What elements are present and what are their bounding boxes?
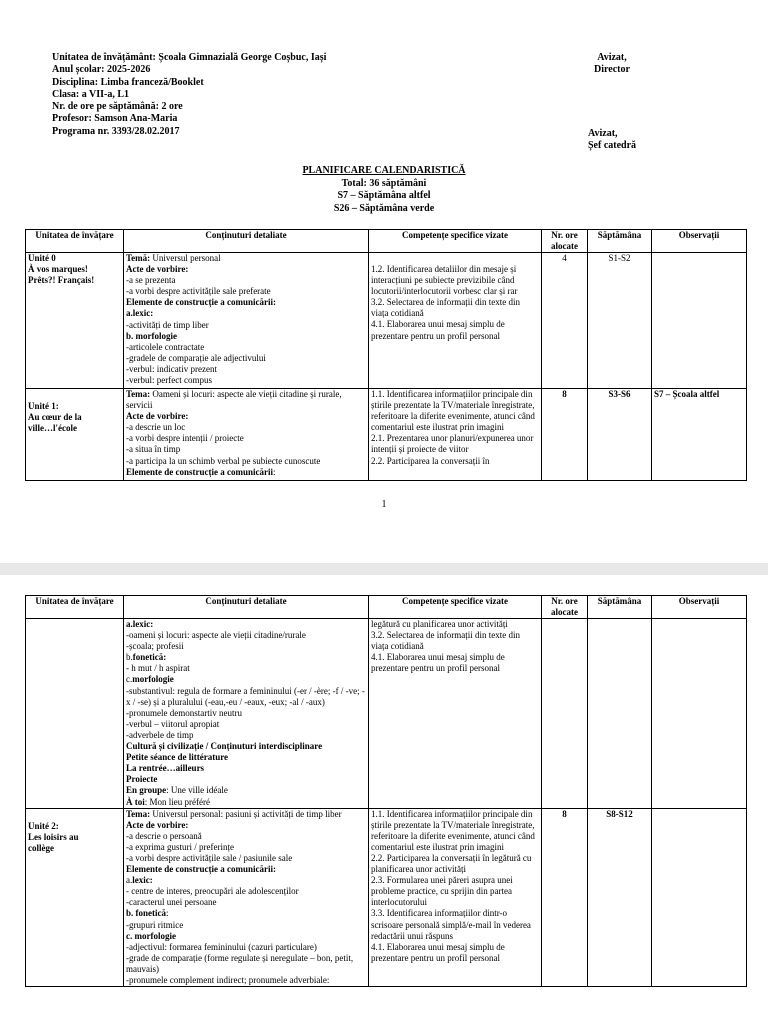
unit-cell: Unité 2: Les loisirs au collège xyxy=(26,808,124,987)
hours-cell xyxy=(542,619,588,809)
title-subline: S7 – Săptămâna altfel xyxy=(337,190,431,201)
competences-cell: 1.1. Identificarea informațiilor principale din știrile prezentate la TV/materiale înregistrate, referitoare la diferite evenimente, atunci când comentariul este ilustrat prin imagini 2.1. Prezentarea unor planuri/expunerea unor intenții și proiecte de viitor 2.2. Participarea la conversații în xyxy=(369,389,542,481)
header-line: Nr. de ore pe săptămână: 2 ore xyxy=(52,101,183,113)
col-header-competences: Competențe specifice vizate xyxy=(369,596,542,619)
table-row xyxy=(26,389,747,481)
planning-table-page-2 xyxy=(25,595,747,987)
week-cell: S1-S2 xyxy=(588,253,652,389)
col-header-unit: Unitatea de învățare xyxy=(26,596,124,619)
col-header-observations: Observații xyxy=(652,230,747,253)
observations-cell xyxy=(652,619,747,809)
content-cell: Tema: Universul personal: pasiuni și activități de timp liber Acte de vorbire: -a descrie o persoană -a exprima gusturi / preferințe -a vorbi despre activitățile sale / pasiunile sale Elemente de construcție a comunicării: a.lexic: - centre de interes, preocupări ale adolescenților -caracterul unei persoane b. fonetică: -grupuri ritmice c. morfologie -adjectivul: formarea femininului (cazuri particulare) -grade de comparație (forme regulate și neregulate – bon, petit, mauvais) -pronumele complement indirect; pronumele adverbiale: xyxy=(124,808,369,987)
col-header-week: Săptămâna xyxy=(588,596,652,619)
unit-cell: Unité 1: Au cœur de la ville…l'école xyxy=(26,389,124,481)
title-subline: S26 – Săptămâna verde xyxy=(333,202,435,214)
page-2 xyxy=(0,575,768,1024)
content-cell: Temă: Universul personal Acte de vorbire: -a se prezenta -a vorbi despre activitățile sale preferate Elemente de construcție a comunicării: a.lexic: -activități de timp liber b. morfologie -articolele contractate -gradele de comparație ale adjectivului -verbul: indicativ prezent -verbul: perfect compus xyxy=(124,253,369,389)
hours-cell: 8 xyxy=(542,808,588,987)
school-header xyxy=(52,52,326,138)
unit-cell xyxy=(26,619,124,809)
table-header-row xyxy=(26,230,747,253)
table-row xyxy=(26,253,747,389)
hours-cell: 4 xyxy=(542,253,588,389)
document-title xyxy=(0,165,768,215)
header-line: Profesor: Samson Ana-Maria xyxy=(52,113,178,125)
observations-cell xyxy=(652,253,747,389)
competences-cell: legătură cu planificarea unor activități 3.2. Selectarea de informații din texte din viața cotidiană 4.1. Elaborarea unui mesaj simplu de prezentare pentru un profil personal xyxy=(369,619,542,809)
week-cell: S3-S6 xyxy=(588,389,652,481)
col-header-hours: Nr. ore alocate xyxy=(542,596,588,619)
col-header-content: Conținuturi detaliate xyxy=(124,596,369,619)
content-cell: Tema: Oameni și locuri: aspecte ale vieții citadine și rurale, servicii Acte de vorbire: -a descrie un loc -a vorbi despre intenții / proiecte -a situa în timp -a participa la un schimb verbal pe subiecte cunoscute Elemente de construcție a comunicării: xyxy=(124,389,369,481)
col-header-content: Conținuturi detaliate xyxy=(124,230,369,253)
col-header-hours: Nr. ore alocate xyxy=(542,230,588,253)
col-header-observations: Observații xyxy=(652,596,747,619)
page-title: PLANIFICARE CALENDARISTICĂ xyxy=(302,165,466,176)
content-cell: a.lexic: -oameni și locuri: aspecte ale vieții citadine/rurale -școala; profesii b.fonetică: - h mut / h aspirat c.morfologie -substantivul: regula de formare a femininului (-er / -ère; -f / -ve; -x / -se) și a pluralului (-eau,-eu / -eaux, -eux; -al / -aux) -pronumele demonstartiv neutru -verbul – viitorul apropiat -adverbele de timp Cultură și civilizație / Conținuturi interdisciplinare Petite séance de littérature La rentrée…ailleurs Proiecte En groupe: Une ville idéale À toi: Mon lieu préféré xyxy=(124,619,369,809)
planning-table-page-1 xyxy=(25,229,747,481)
header-line: Unitatea de învățământ: Școala Gimnazială George Coșbuc, Iași xyxy=(52,52,327,63)
week-cell: S8-S12 xyxy=(588,808,652,987)
table-row xyxy=(26,808,747,987)
col-header-competences: Competențe specifice vizate xyxy=(369,230,542,253)
avizat-director: Avizat, Director xyxy=(594,52,630,75)
title-subline: Total: 36 săptămâni xyxy=(341,177,427,189)
col-header-week: Săptămâna xyxy=(588,230,652,253)
competences-cell: 1.1. Identificarea informațiilor principale din știrile prezentate la TV/materiale înregistrate, referitoare la diferite evenimente, atunci când comentariul este ilustrat prin imagini 2.2. Participarea la conversații în legătură cu planificarea unor activități 2.3. Formularea unei păreri asupra unei probleme practice, cu sprijin din partea interlocutorului 3.3. Identificarea informațiilor dintr-o scrisoare personală simplă/e-mail în vederea redactării unui răspuns 4.1. Elaborarea unui mesaj simplu de prezentare pentru un profil personal xyxy=(369,808,542,987)
table-header-row xyxy=(26,596,747,619)
hours-cell: 8 xyxy=(542,389,588,481)
col-header-unit: Unitatea de învățare xyxy=(26,230,124,253)
header-line: Anul școlar: 2025-2026 xyxy=(52,64,151,76)
avizat-sef-catedra: Avizat, Șef catedră xyxy=(588,128,637,151)
page-number: 1 xyxy=(381,499,387,510)
competences-cell: 1.2. Identificarea detaliilor din mesaje și interacțiuni pe subiecte previzibile când locutorii/interlocutorii vorbesc clar și rar 3.2. Selectarea de informații din texte din viața cotidiană 4.1. Elaborarea unui mesaj simplu de prezentare pentru un profil personal xyxy=(369,253,542,389)
week-cell xyxy=(588,619,652,809)
unit-cell: Unité 0 À vos marques! Prêts?! Français! xyxy=(26,253,124,389)
header-line: Clasa: a VII-a, L1 xyxy=(52,88,130,100)
observations-cell xyxy=(652,808,747,987)
table-row xyxy=(26,619,747,809)
observations-cell: S7 – Școala altfel xyxy=(652,389,747,481)
header-line: Disciplina: Limba franceză/Booklet xyxy=(52,76,204,88)
header-line: Programa nr. 3393/28.02.2017 xyxy=(52,125,180,137)
